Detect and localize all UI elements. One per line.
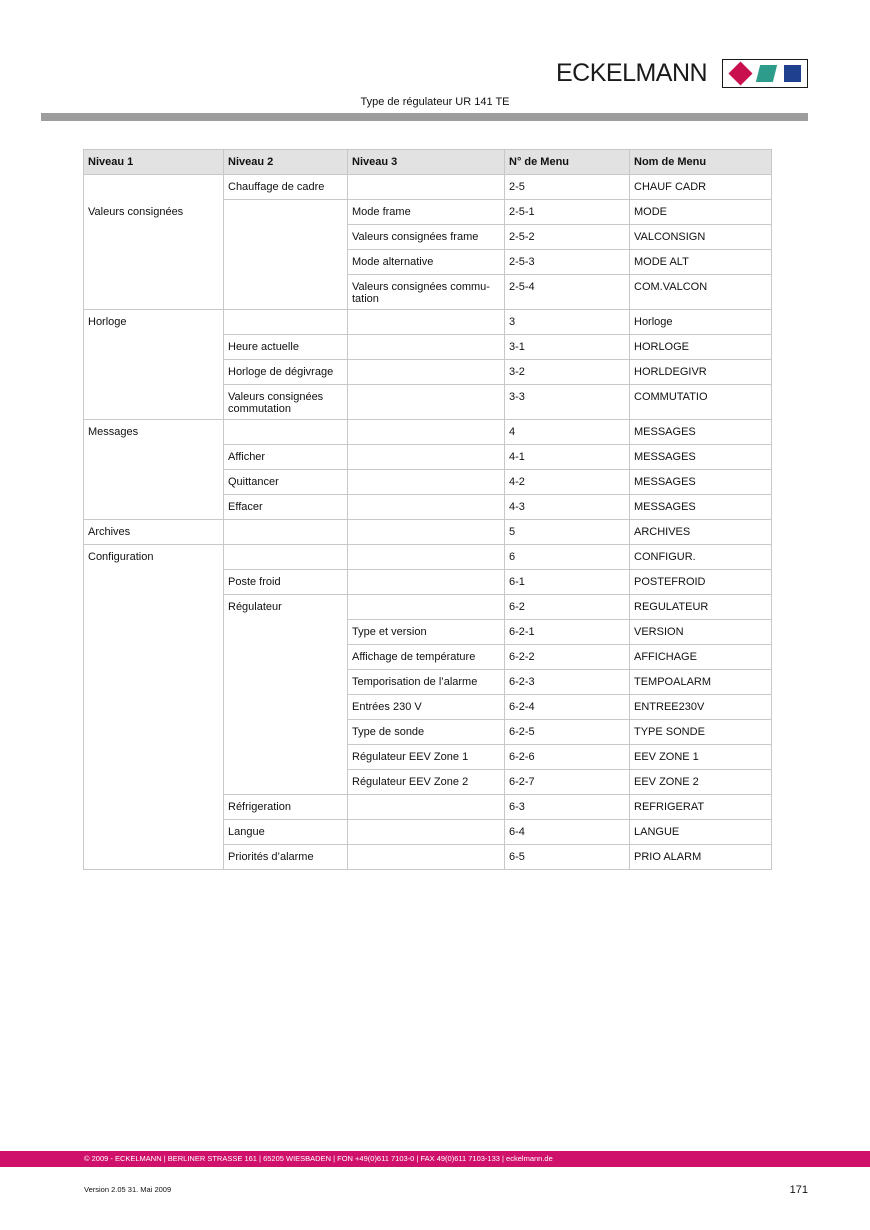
cell-niveau-3 <box>348 495 505 520</box>
cell-menu-number <box>505 520 630 545</box>
cell-niveau-3 <box>348 200 505 225</box>
cell-niveau-3 <box>348 820 505 845</box>
cell-text: Afficher <box>228 451 266 463</box>
cell-text: VALCONSIGN <box>634 231 706 243</box>
cell-niveau-3 <box>348 720 505 745</box>
cell-menu-number <box>505 720 630 745</box>
cell-niveau-2 <box>224 420 348 445</box>
cell-text: 4-1 <box>509 451 525 463</box>
column-header-niveau-3: Niveau 3 <box>348 150 505 175</box>
cell-text: 6-2-7 <box>509 776 535 788</box>
cell-niveau-2 <box>224 795 348 820</box>
cell-menu-name <box>630 720 772 745</box>
cell-text: 4-3 <box>509 501 525 513</box>
cell-menu-number <box>505 645 630 670</box>
cell-menu-name <box>630 845 772 870</box>
logo-teal-parallelogram-icon <box>756 65 777 82</box>
cell-niveau-3 <box>348 520 505 545</box>
cell-text: MESSAGES <box>634 426 696 438</box>
table-row <box>84 310 772 335</box>
logo-blue-square-icon <box>784 65 801 82</box>
cell-text: 3-1 <box>509 341 525 353</box>
cell-text: AFFICHAGE <box>634 651 697 663</box>
cell-text: Archives <box>88 526 131 538</box>
cell-text: ARCHIVES <box>634 526 691 538</box>
cell-menu-number <box>505 420 630 445</box>
cell-niveau-1 <box>84 175 224 310</box>
cell-text: 6-2 <box>509 601 525 613</box>
cell-niveau-2 <box>224 520 348 545</box>
cell-niveau-2 <box>224 360 348 385</box>
cell-text: Entrées 230 V <box>352 701 422 713</box>
cell-niveau-3 <box>348 595 505 620</box>
cell-menu-name <box>630 385 772 420</box>
cell-niveau-3 <box>348 335 505 360</box>
cell-menu-name <box>630 695 772 720</box>
cell-menu-name <box>630 445 772 470</box>
cell-text: EEV ZONE 1 <box>634 751 699 763</box>
cell-text: Heure actuelle <box>228 341 299 353</box>
cell-text: 2-5-3 <box>509 256 535 268</box>
table-body <box>84 175 772 870</box>
cell-text: Régulateur EEV Zone 1 <box>352 751 469 763</box>
cell-text: Régulateur <box>228 601 282 613</box>
cell-niveau-2 <box>224 595 348 795</box>
cell-text: Messages <box>88 426 139 438</box>
cell-text: Valeurs consignées commu- tation <box>352 281 490 305</box>
cell-text: MESSAGES <box>634 451 696 463</box>
cell-menu-number <box>505 335 630 360</box>
cell-text: ENTREE230V <box>634 701 705 713</box>
cell-menu-number <box>505 595 630 620</box>
cell-menu-name <box>630 360 772 385</box>
cell-menu-name <box>630 420 772 445</box>
cell-text: Type de sonde <box>352 726 425 738</box>
cell-text: Type et version <box>352 626 427 638</box>
cell-text: HORLDEGIVR <box>634 366 707 378</box>
cell-text: MESSAGES <box>634 501 696 513</box>
table-header-row <box>84 150 772 175</box>
cell-text: TEMPOALARM <box>634 676 712 688</box>
cell-text: Priorités d’alarme <box>228 851 314 863</box>
cell-niveau-1 <box>84 545 224 870</box>
cell-text: 2-5-1 <box>509 206 535 218</box>
cell-text: MODE <box>634 206 667 218</box>
cell-niveau-2 <box>224 385 348 420</box>
cell-text: EEV ZONE 2 <box>634 776 699 788</box>
cell-niveau-3 <box>348 795 505 820</box>
cell-niveau-3 <box>348 225 505 250</box>
cell-text: Valeurs consignées <box>88 206 184 218</box>
cell-niveau-2 <box>224 845 348 870</box>
cell-text: LANGUE <box>634 826 680 838</box>
cell-niveau-2 <box>224 570 348 595</box>
cell-menu-name <box>630 495 772 520</box>
cell-menu-number <box>505 495 630 520</box>
cell-text: COM.VALCON <box>634 281 708 293</box>
cell-text: 6-2-1 <box>509 626 535 638</box>
cell-menu-name <box>630 795 772 820</box>
logo-red-diamond-icon <box>728 61 752 85</box>
cell-menu-name <box>630 545 772 570</box>
cell-text: Affichage de température <box>352 651 476 663</box>
cell-niveau-3 <box>348 360 505 385</box>
cell-menu-name <box>630 250 772 275</box>
cell-text: 6-5 <box>509 851 525 863</box>
cell-menu-number <box>505 545 630 570</box>
cell-niveau-3 <box>348 545 505 570</box>
cell-niveau-3 <box>348 310 505 335</box>
cell-menu-number <box>505 275 630 310</box>
cell-menu-number <box>505 795 630 820</box>
cell-text: 3-2 <box>509 366 525 378</box>
footer-imprint: © 2009 - ECKELMANN | BERLINER STRASSE 161 | 65205 WIESBADEN | FON +49(0)611 7103-0 | FAX 49(0)611 7103-133 | eckelmann.de <box>84 1154 553 1163</box>
cell-menu-number <box>505 770 630 795</box>
cell-text: 6-1 <box>509 576 525 588</box>
cell-text: MESSAGES <box>634 476 696 488</box>
column-header-menu-number: N° de Menu <box>505 150 630 175</box>
cell-text: 6-4 <box>509 826 525 838</box>
cell-text: 3-3 <box>509 391 525 403</box>
cell-niveau-3 <box>348 275 505 310</box>
cell-text: 6-2-3 <box>509 676 535 688</box>
cell-menu-number <box>505 820 630 845</box>
cell-niveau-2 <box>224 820 348 845</box>
page-number: 171 <box>789 1184 808 1196</box>
cell-menu-number <box>505 695 630 720</box>
cell-menu-name <box>630 770 772 795</box>
cell-text: Chauffage de cadre <box>228 181 325 193</box>
cell-menu-name <box>630 470 772 495</box>
cell-niveau-2 <box>224 470 348 495</box>
cell-text: HORLOGE <box>634 341 690 353</box>
cell-menu-name <box>630 520 772 545</box>
cell-menu-name <box>630 275 772 310</box>
cell-text: 4 <box>509 426 516 438</box>
cell-text: COMMUTATIO <box>634 391 708 403</box>
cell-menu-number <box>505 745 630 770</box>
cell-menu-name <box>630 570 772 595</box>
cell-text: VERSION <box>634 626 684 638</box>
cell-menu-name <box>630 645 772 670</box>
cell-niveau-3 <box>348 845 505 870</box>
cell-text: 6 <box>509 551 516 563</box>
version-info: Version 2.05 31. Mai 2009 <box>84 1185 172 1194</box>
cell-text: Horloge de dégivrage <box>228 366 334 378</box>
cell-menu-number <box>505 200 630 225</box>
column-header-niveau-2: Niveau 2 <box>224 150 348 175</box>
cell-text: 2-5-4 <box>509 281 535 293</box>
cell-text: 3 <box>509 316 516 328</box>
cell-text: Effacer <box>228 501 263 513</box>
cell-text: Configuration <box>88 551 154 563</box>
cell-text: CHAUF CADR <box>634 181 707 193</box>
cell-menu-number <box>505 620 630 645</box>
table-row <box>84 545 772 570</box>
cell-niveau-3 <box>348 770 505 795</box>
cell-text: MODE ALT <box>634 256 689 268</box>
cell-menu-number <box>505 310 630 335</box>
table-row <box>84 520 772 545</box>
cell-niveau-1 <box>84 520 224 545</box>
cell-menu-name <box>630 175 772 200</box>
cell-text: PRIO ALARM <box>634 851 702 863</box>
cell-niveau-1 <box>84 310 224 420</box>
header-divider-bar <box>41 113 808 121</box>
cell-text: 6-3 <box>509 801 525 813</box>
cell-text: 5 <box>509 526 516 538</box>
cell-niveau-3 <box>348 470 505 495</box>
cell-menu-number <box>505 175 630 200</box>
cell-menu-number <box>505 250 630 275</box>
cell-text: TYPE SONDE <box>634 726 705 738</box>
logo-wordmark: ECKELMANN <box>556 59 708 87</box>
cell-menu-number <box>505 845 630 870</box>
cell-niveau-2 <box>224 200 348 310</box>
cell-niveau-3 <box>348 250 505 275</box>
cell-niveau-2 <box>224 175 348 200</box>
cell-menu-name <box>630 595 772 620</box>
cell-niveau-3 <box>348 420 505 445</box>
cell-niveau-3 <box>348 175 505 200</box>
cell-text: Régulateur EEV Zone 2 <box>352 776 469 788</box>
cell-niveau-3 <box>348 745 505 770</box>
cell-text: Réfrigeration <box>228 801 291 813</box>
cell-niveau-2 <box>224 495 348 520</box>
cell-menu-number <box>505 670 630 695</box>
column-header-niveau-1: Niveau 1 <box>84 150 224 175</box>
cell-niveau-3 <box>348 670 505 695</box>
cell-text: Quittancer <box>228 476 279 488</box>
logo-squares-icon <box>722 59 808 88</box>
cell-niveau-3 <box>348 445 505 470</box>
cell-text: 6-2-4 <box>509 701 535 713</box>
cell-niveau-3 <box>348 695 505 720</box>
cell-menu-name <box>630 200 772 225</box>
menu-structure-table <box>83 149 772 870</box>
cell-menu-number <box>505 570 630 595</box>
cell-text: Valeurs consignées frame <box>352 231 479 243</box>
eckelmann-logo <box>556 58 707 88</box>
cell-niveau-3 <box>348 385 505 420</box>
cell-text: 2-5 <box>509 181 525 193</box>
table-row <box>84 420 772 445</box>
cell-text: REFRIGERAT <box>634 801 705 813</box>
cell-niveau-2 <box>224 335 348 360</box>
cell-text: 2-5-2 <box>509 231 535 243</box>
cell-niveau-2 <box>224 545 348 570</box>
cell-text: Horloge <box>88 316 127 328</box>
cell-text: Temporisation de l’alarme <box>352 676 478 688</box>
cell-niveau-3 <box>348 570 505 595</box>
cell-menu-number <box>505 360 630 385</box>
cell-text: 4-2 <box>509 476 525 488</box>
cell-text: Mode alternative <box>352 256 434 268</box>
cell-menu-number <box>505 470 630 495</box>
cell-niveau-2 <box>224 310 348 335</box>
cell-text: POSTEFROID <box>634 576 706 588</box>
cell-text: Langue <box>228 826 265 838</box>
cell-niveau-3 <box>348 620 505 645</box>
cell-niveau-3 <box>348 645 505 670</box>
cell-niveau-1 <box>84 420 224 520</box>
cell-text: 6-2-6 <box>509 751 535 763</box>
cell-niveau-2 <box>224 445 348 470</box>
cell-text: CONFIGUR. <box>634 551 696 563</box>
cell-text: 6-2-2 <box>509 651 535 663</box>
cell-menu-number <box>505 385 630 420</box>
cell-menu-name <box>630 820 772 845</box>
table-row <box>84 175 772 200</box>
cell-text: Horloge <box>634 316 673 328</box>
cell-menu-name <box>630 620 772 645</box>
cell-menu-number <box>505 225 630 250</box>
cell-menu-name <box>630 335 772 360</box>
column-header-menu-name: Nom de Menu <box>630 150 772 175</box>
cell-menu-name <box>630 745 772 770</box>
cell-menu-number <box>505 445 630 470</box>
cell-text: REGULATEUR <box>634 601 709 613</box>
cell-text: Mode frame <box>352 206 411 218</box>
cell-menu-name <box>630 670 772 695</box>
document-title: Type de régulateur UR 141 TE <box>360 96 510 108</box>
cell-text: 6-2-5 <box>509 726 535 738</box>
cell-menu-name <box>630 225 772 250</box>
cell-text: Poste froid <box>228 576 281 588</box>
cell-menu-name <box>630 310 772 335</box>
cell-text: Valeurs consignées commutation <box>228 391 324 415</box>
